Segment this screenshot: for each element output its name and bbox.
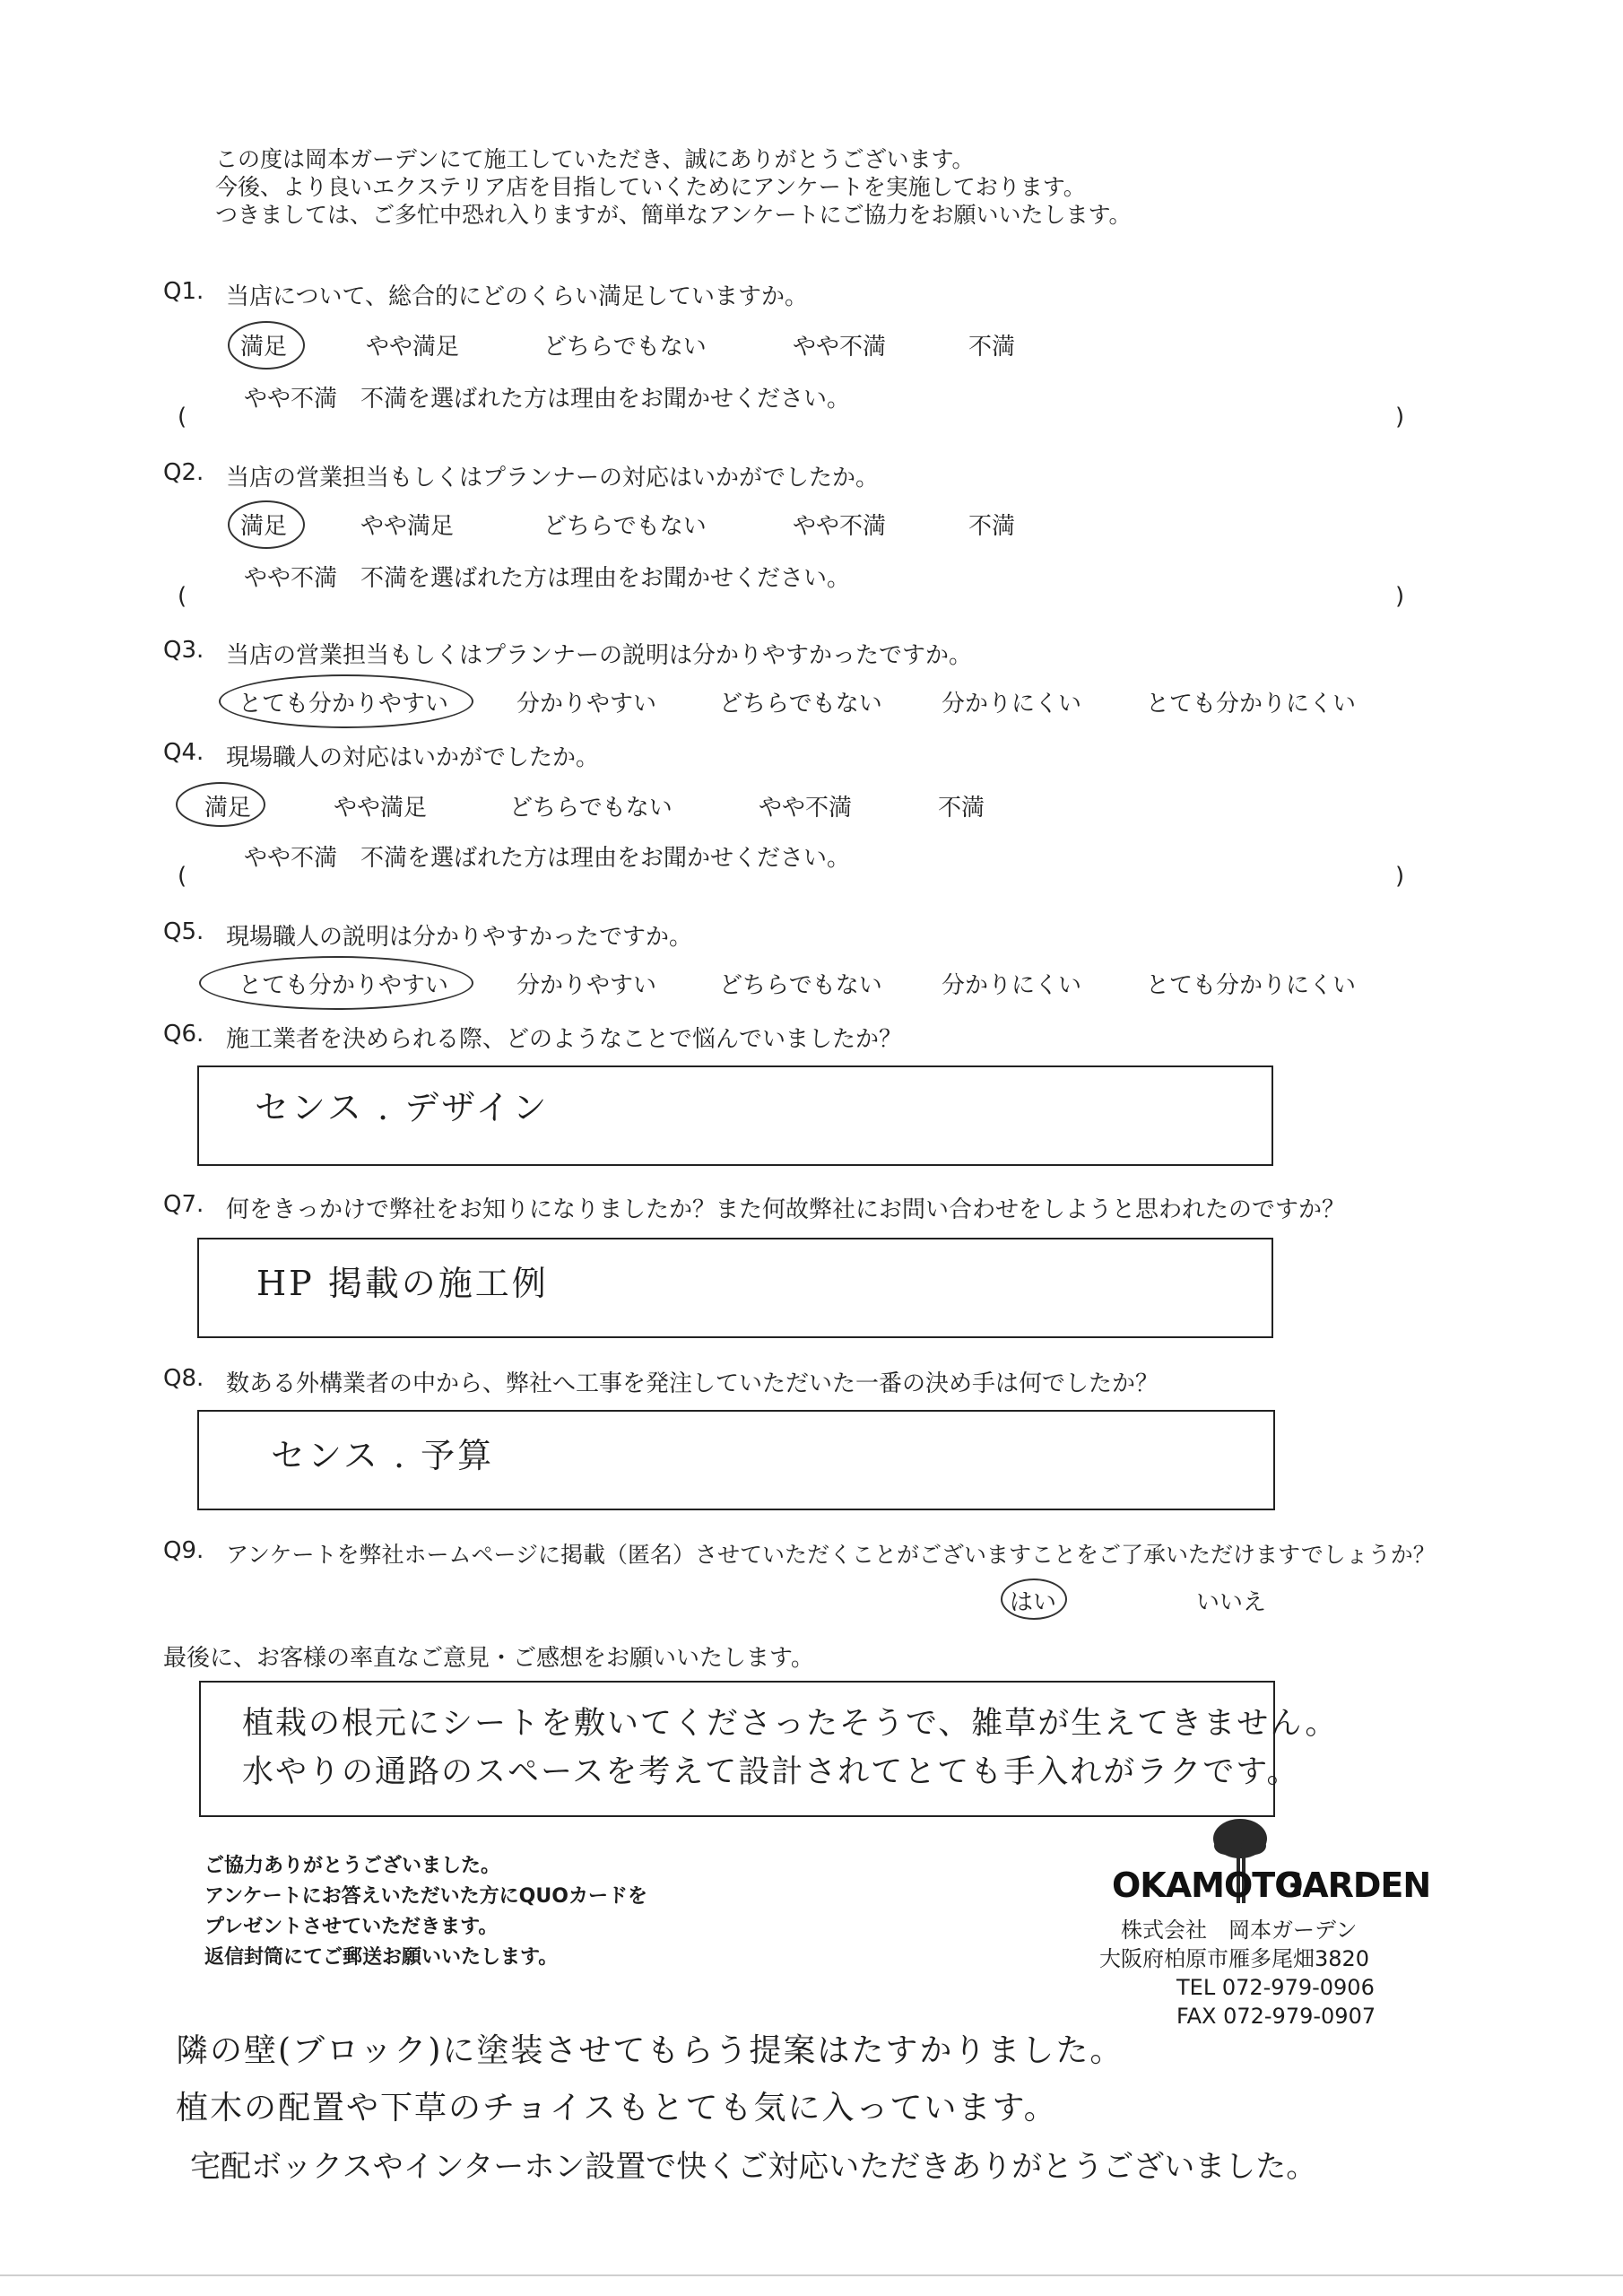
q9-option-no[interactable]: いいえ: [1196, 1589, 1267, 1616]
intro-line-2: 今後、より良いエクステリア店を目指していくためにアンケートを実施しております。: [215, 174, 1086, 200]
q9-number: Q9.: [163, 1537, 204, 1564]
q5-option-very-clear[interactable]: とても分かりやすい: [239, 972, 449, 999]
extra-comment-line-2: 植木の配置や下草のチョイスもとても気に入っています。: [176, 2090, 1058, 2126]
intro-line-1: この度は岡本ガーデンにて施工していただき、誠にありがとうございます。: [215, 146, 975, 172]
q6-number: Q6.: [163, 1021, 204, 1048]
q3-number: Q3.: [163, 637, 204, 664]
q2-option-dissatisfied[interactable]: 不満: [968, 513, 1016, 540]
scan-edge-line: [0, 2274, 1623, 2276]
q3-option-very-unclear[interactable]: とても分かりにくい: [1146, 691, 1357, 718]
q8-answer: センス . 予算: [271, 1436, 495, 1475]
extra-comment-line-3: 宅配ボックスやインターホン設置で快くご対応いただきありがとうございました。: [190, 2149, 1317, 2185]
q3-option-clear[interactable]: 分かりやすい: [516, 691, 657, 718]
final-prompt: 最後に、お客様の率直なご意見・ご感想をお願いいたします。: [163, 1645, 814, 1672]
q1-question: 当店について、総合的にどのくらい満足していますか。: [226, 283, 808, 310]
q5-option-clear[interactable]: 分かりやすい: [516, 972, 657, 999]
intro-line-3: つきましては、ご多忙中恐れ入りますが、簡単なアンケートにご協力をお願いいたします。: [215, 202, 1132, 228]
q1-number: Q1.: [163, 278, 204, 305]
q1-option-neutral[interactable]: どちらでもない: [543, 334, 707, 361]
q5-option-very-unclear[interactable]: とても分かりにくい: [1146, 972, 1357, 999]
q4-option-somewhat-satisfied[interactable]: やや満足: [334, 795, 428, 822]
q2-option-satisfied[interactable]: 満足: [240, 513, 288, 540]
q4-reason-open: (: [178, 863, 187, 890]
company-logo: [1112, 1815, 1431, 1905]
q8-number: Q8.: [163, 1365, 204, 1392]
footer-quo-card: アンケートにお答えいただいた方にQUOカードを: [204, 1885, 647, 1908]
q4-option-satisfied[interactable]: 満足: [204, 795, 252, 822]
q4-question: 現場職人の対応はいかがでしたか。: [226, 744, 600, 771]
q3-option-neutral[interactable]: どちらでもない: [719, 691, 882, 718]
q9-option-yes[interactable]: はい: [1010, 1589, 1057, 1616]
company-name: 株式会社 岡本ガーデン: [1121, 1918, 1358, 1943]
q3-option-very-clear[interactable]: とても分かりやすい: [239, 691, 449, 718]
q2-option-somewhat-satisfied[interactable]: やや満足: [360, 513, 455, 540]
q5-option-unclear[interactable]: 分かりにくい: [942, 972, 1082, 999]
q4-option-somewhat-dissatisfied[interactable]: やや不満: [759, 795, 853, 822]
q3-option-unclear[interactable]: 分かりにくい: [942, 691, 1082, 718]
q8-question: 数ある外構業者の中から、弊社へ工事を発注していただいた一番の決め手は何でしたか？: [226, 1370, 1159, 1397]
q6-answer: センス . デザイン: [255, 1088, 550, 1127]
q2-option-somewhat-dissatisfied[interactable]: やや不満: [793, 513, 887, 540]
q6-question: 施工業者を決められる際、どのようなことで悩んでいましたか？: [226, 1026, 903, 1053]
q7-question: 何をきっかけで弊社をお知りになりましたか？また何故弊社にお問い合わせをしようと思われたのですか？: [226, 1196, 1346, 1223]
q4-number: Q4.: [163, 739, 204, 766]
q1-reason-open: (: [178, 404, 187, 430]
footer-present: プレゼントさせていただきます。: [204, 1916, 499, 1938]
q2-reason-open: (: [178, 583, 187, 610]
logo-text-okamoto: OKAMOTO: [1112, 1866, 1303, 1905]
company-tel: TEL 072-979-0906: [1176, 1975, 1375, 2000]
logo-text-garden: GARDEN: [1275, 1866, 1431, 1905]
q1-option-somewhat-dissatisfied[interactable]: やや不満: [793, 334, 887, 361]
q1-option-dissatisfied[interactable]: 不満: [968, 334, 1016, 361]
q4-reason-close: ): [1395, 863, 1405, 890]
company-address: 大阪府柏原市雁多尾畑3820: [1099, 1946, 1370, 1971]
q1-reason-prompt: やや不満 不満を選ばれた方は理由をお聞かせください。: [244, 386, 851, 413]
q2-option-neutral[interactable]: どちらでもない: [543, 513, 707, 540]
final-answer-line-2: 水やりの通路のスペースを考えて設計されてとても手入れがラクです。: [242, 1754, 1300, 1790]
q5-option-neutral[interactable]: どちらでもない: [719, 972, 882, 999]
q7-number: Q7.: [163, 1191, 204, 1218]
extra-comment-line-1: 隣の壁(ブロック)に塗装させてもらう提案はたすかりました。: [176, 2032, 1124, 2069]
footer-thanks: ご協力ありがとうございました。: [204, 1855, 501, 1877]
q9-question: アンケートを弊社ホームページに掲載（匿名）させていただくことがございますことをご了承いただけますでしょうか？: [226, 1542, 1436, 1568]
q2-reason-prompt: やや不満 不満を選ばれた方は理由をお聞かせください。: [244, 565, 851, 592]
q5-number: Q5.: [163, 918, 204, 945]
q1-option-somewhat-satisfied[interactable]: やや満足: [366, 334, 460, 361]
q2-question: 当店の営業担当もしくはプランナーの対応はいかがでしたか。: [226, 465, 880, 491]
q2-reason-close: ): [1395, 583, 1405, 610]
q1-reason-close: ): [1395, 404, 1405, 430]
q4-reason-prompt: やや不満 不満を選ばれた方は理由をお聞かせください。: [244, 845, 851, 872]
company-fax: FAX 072-979-0907: [1176, 2004, 1376, 2029]
final-answer-line-1: 植栽の根元にシートを敷いてくださったそうで、雑草が生えてきません。: [242, 1706, 1339, 1742]
q4-option-neutral[interactable]: どちらでもない: [509, 795, 673, 822]
q7-answer: HP 掲載の施工例: [256, 1264, 549, 1303]
q5-question: 現場職人の説明は分かりやすかったですか。: [226, 924, 693, 951]
q1-option-satisfied[interactable]: 満足: [240, 334, 288, 361]
q4-option-dissatisfied[interactable]: 不満: [938, 795, 985, 822]
q2-number: Q2.: [163, 459, 204, 486]
q3-question: 当店の営業担当もしくはプランナーの説明は分かりやすかったですか。: [226, 642, 973, 669]
footer-return-envelope: 返信封筒にてご郵送お願いいたします。: [204, 1946, 559, 1969]
